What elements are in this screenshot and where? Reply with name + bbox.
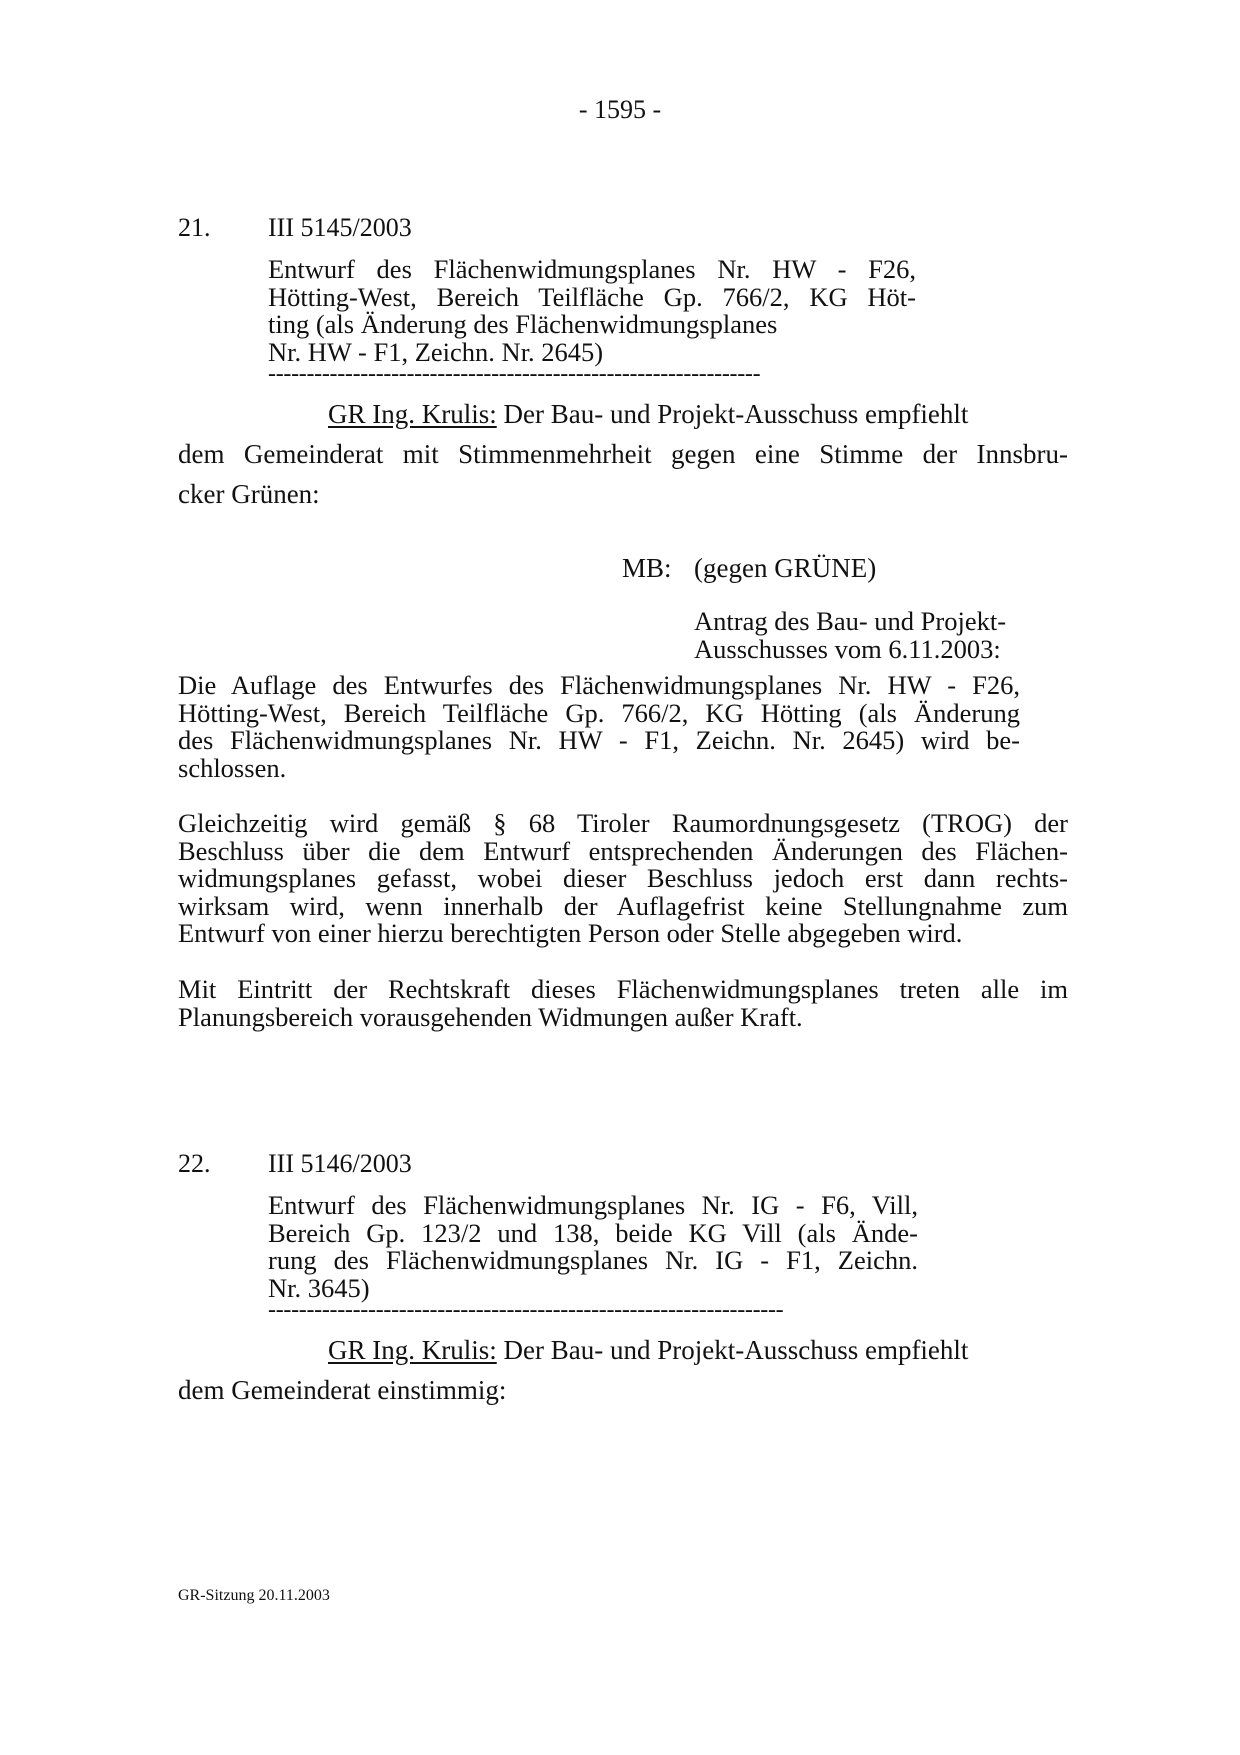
motion-line: Antrag des Bau- und Projekt- bbox=[694, 606, 1007, 636]
resolution-line: Hötting-West, Bereich Teilfläche Gp. 766/2, KG Hötting (als Änderung bbox=[178, 697, 1020, 728]
item-reference: III 5146/2003 bbox=[268, 1149, 412, 1178]
speaker-line bbox=[328, 394, 968, 434]
title-line: Entwurf des Flächenwidmungsplanes Nr. IG - F6, Vill, bbox=[268, 1190, 918, 1220]
vote-label: MB: bbox=[622, 553, 672, 583]
resolution-line: wirksam wird, wenn innerhalb der Auflagefrist keine Stellungnahme zum bbox=[178, 890, 1068, 921]
separator-line: ---------------------------------------------------------------- bbox=[268, 364, 761, 384]
resolution-line: Planungsbereich vorausgehenden Widmungen außer Kraft. bbox=[178, 1001, 803, 1032]
title-line: Hötting-West, Bereich Teilfläche Gp. 766/2, KG Höt- bbox=[268, 281, 916, 312]
page-number: - 1595 - bbox=[578, 95, 662, 124]
item-reference: III 5145/2003 bbox=[268, 213, 412, 242]
item-title bbox=[268, 256, 916, 366]
speech-text: Der Bau- und Projekt-Ausschuss empfiehlt bbox=[503, 399, 969, 429]
speech-line: dem Gemeinderat einstimmig: bbox=[178, 1375, 507, 1405]
resolution-paragraph bbox=[178, 976, 1068, 1031]
resolution-line: Die Auflage des Entwurfes des Flächenwidmungsplanes Nr. HW - F26, bbox=[178, 670, 1020, 700]
resolution-line: Entwurf von einer hierzu berechtigten Person oder Stelle abgegeben wird. bbox=[178, 918, 963, 948]
speech-line: dem Gemeinderat mit Stimmenmehrheit gegen eine Stimme der Innsbru- bbox=[178, 439, 1068, 469]
vote-value: (gegen GRÜNE) bbox=[694, 553, 877, 583]
separator-line: ------------------------------------------------------------------- bbox=[268, 1300, 784, 1320]
item-number: 22. bbox=[178, 1149, 211, 1178]
motion-line: Ausschusses vom 6.11.2003: bbox=[694, 633, 1001, 664]
title-line: Bereich Gp. 123/2 und 138, beide KG Vill (als Ände- bbox=[268, 1217, 918, 1248]
speaker-name: GR Ing. Krulis: bbox=[328, 1335, 497, 1365]
resolution-paragraph bbox=[178, 672, 1068, 782]
resolution-paragraph bbox=[178, 810, 1068, 948]
title-line: Entwurf des Flächenwidmungsplanes Nr. HW - F26, bbox=[268, 254, 916, 284]
footer-text: GR-Sitzung 20.11.2003 bbox=[178, 1587, 330, 1604]
title-line: Nr. 3645) bbox=[268, 1272, 370, 1303]
speaker-line bbox=[328, 1330, 968, 1370]
resolution-line: Mit Eintritt der Rechtskraft dieses Flächenwidmungsplanes treten alle im bbox=[178, 974, 1068, 1004]
speaker-name: GR Ing. Krulis: bbox=[328, 399, 497, 429]
item-number: 21. bbox=[178, 213, 211, 242]
item-title bbox=[268, 1192, 918, 1302]
speech-continuation bbox=[178, 434, 1068, 514]
resolution-line: widmungsplanes gefasst, wobei dieser Beschluss jedoch erst dann rechts- bbox=[178, 863, 1068, 893]
title-line: Nr. HW - F1, Zeichn. Nr. 2645) bbox=[268, 336, 604, 367]
resolution-line: Gleichzeitig wird gemäß § 68 Tiroler Raumordnungsgesetz (TROG) der bbox=[178, 808, 1068, 838]
title-line: rung des Flächenwidmungsplanes Nr. IG - F1, Zeichn. bbox=[268, 1245, 918, 1275]
speech-text: Der Bau- und Projekt-Ausschuss empfiehlt bbox=[503, 1335, 969, 1365]
resolution-line: schlossen. bbox=[178, 752, 287, 783]
motion-heading bbox=[694, 608, 1094, 663]
speech-line: cker Grünen: bbox=[178, 479, 320, 509]
resolution-line: des Flächenwidmungsplanes Nr. HW - F1, Zeichn. Nr. 2645) wird be- bbox=[178, 725, 1020, 755]
resolution-line: Beschluss über die dem Entwurf entsprechenden Änderungen des Flächen- bbox=[178, 835, 1068, 866]
title-line: ting (als Änderung des Flächenwidmungsplanes bbox=[268, 309, 778, 339]
